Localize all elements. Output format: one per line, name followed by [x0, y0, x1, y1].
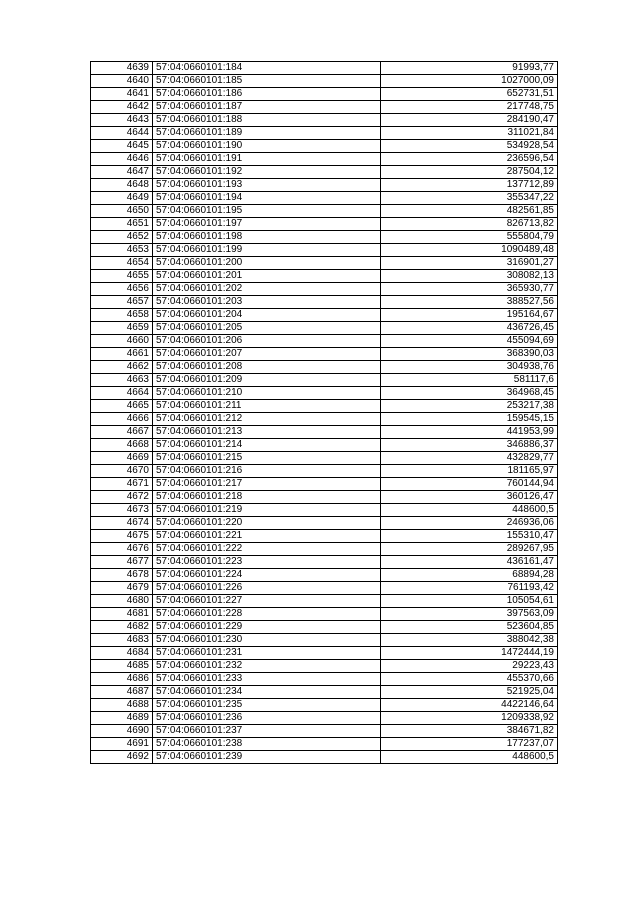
table-row	[91, 491, 558, 504]
table-row	[91, 543, 558, 556]
table-row	[91, 400, 558, 413]
table-row	[91, 257, 558, 270]
table-row	[91, 75, 558, 88]
value-cell: 217748,75	[381, 101, 558, 114]
cadastral-number-cell: 57:04:0660101:201	[153, 270, 381, 283]
cadastral-number-cell: 57:04:0660101:209	[153, 374, 381, 387]
table-row	[91, 660, 558, 673]
cadastral-number-cell: 57:04:0660101:192	[153, 166, 381, 179]
row-number-cell: 4673	[91, 504, 153, 517]
row-number-cell: 4677	[91, 556, 153, 569]
row-number-cell: 4661	[91, 348, 153, 361]
table-row	[91, 88, 558, 101]
cadastral-number-cell: 57:04:0660101:226	[153, 582, 381, 595]
cadastral-number-cell: 57:04:0660101:218	[153, 491, 381, 504]
value-cell: 384671,82	[381, 725, 558, 738]
cadastral-number-cell: 57:04:0660101:221	[153, 530, 381, 543]
row-number-cell: 4663	[91, 374, 153, 387]
cadastral-number-cell: 57:04:0660101:227	[153, 595, 381, 608]
value-cell: 455094,69	[381, 335, 558, 348]
row-number-cell: 4649	[91, 192, 153, 205]
table-row	[91, 751, 558, 764]
value-cell: 304938,76	[381, 361, 558, 374]
row-number-cell: 4669	[91, 452, 153, 465]
table-row	[91, 62, 558, 75]
table-row	[91, 335, 558, 348]
table-row	[91, 387, 558, 400]
table-row	[91, 556, 558, 569]
cadastral-number-cell: 57:04:0660101:234	[153, 686, 381, 699]
row-number-cell: 4639	[91, 62, 153, 75]
value-cell: 1472444,19	[381, 647, 558, 660]
row-number-cell: 4651	[91, 218, 153, 231]
row-number-cell: 4685	[91, 660, 153, 673]
cadastral-number-cell: 57:04:0660101:220	[153, 517, 381, 530]
row-number-cell: 4656	[91, 283, 153, 296]
value-cell: 195164,67	[381, 309, 558, 322]
table-row	[91, 699, 558, 712]
value-cell: 760144,94	[381, 478, 558, 491]
row-number-cell: 4648	[91, 179, 153, 192]
cadastral-number-cell: 57:04:0660101:198	[153, 231, 381, 244]
cadastral-number-cell: 57:04:0660101:208	[153, 361, 381, 374]
cadastral-number-cell: 57:04:0660101:237	[153, 725, 381, 738]
row-number-cell: 4647	[91, 166, 153, 179]
table-row	[91, 179, 558, 192]
cadastral-number-cell: 57:04:0660101:186	[153, 88, 381, 101]
value-cell: 521925,04	[381, 686, 558, 699]
cadastral-number-cell: 57:04:0660101:235	[153, 699, 381, 712]
cadastral-number-cell: 57:04:0660101:195	[153, 205, 381, 218]
table-row	[91, 582, 558, 595]
row-number-cell: 4674	[91, 517, 153, 530]
value-cell: 311021,84	[381, 127, 558, 140]
table-row	[91, 725, 558, 738]
cadastral-number-cell: 57:04:0660101:203	[153, 296, 381, 309]
row-number-cell: 4664	[91, 387, 153, 400]
cadastral-number-cell: 57:04:0660101:210	[153, 387, 381, 400]
table-row	[91, 413, 558, 426]
value-cell: 177237,07	[381, 738, 558, 751]
cadastral-number-cell: 57:04:0660101:190	[153, 140, 381, 153]
cadastral-number-cell: 57:04:0660101:199	[153, 244, 381, 257]
row-number-cell: 4662	[91, 361, 153, 374]
row-number-cell: 4644	[91, 127, 153, 140]
value-cell: 316901,27	[381, 257, 558, 270]
row-number-cell: 4646	[91, 153, 153, 166]
value-cell: 308082,13	[381, 270, 558, 283]
row-number-cell: 4680	[91, 595, 153, 608]
cadastral-number-cell: 57:04:0660101:215	[153, 452, 381, 465]
table-row	[91, 504, 558, 517]
cadastral-number-cell: 57:04:0660101:233	[153, 673, 381, 686]
cadastral-number-cell: 57:04:0660101:229	[153, 621, 381, 634]
cadastral-value-table	[90, 61, 558, 764]
table-row	[91, 361, 558, 374]
table-body	[91, 62, 558, 764]
cadastral-number-cell: 57:04:0660101:211	[153, 400, 381, 413]
table-row	[91, 439, 558, 452]
table-row	[91, 673, 558, 686]
value-cell: 181165,97	[381, 465, 558, 478]
cadastral-number-cell: 57:04:0660101:185	[153, 75, 381, 88]
table-row	[91, 218, 558, 231]
row-number-cell: 4665	[91, 400, 153, 413]
row-number-cell: 4668	[91, 439, 153, 452]
value-cell: 436161,47	[381, 556, 558, 569]
cadastral-number-cell: 57:04:0660101:231	[153, 647, 381, 660]
table-row	[91, 270, 558, 283]
cadastral-number-cell: 57:04:0660101:193	[153, 179, 381, 192]
cadastral-number-cell: 57:04:0660101:184	[153, 62, 381, 75]
table-row	[91, 634, 558, 647]
row-number-cell: 4660	[91, 335, 153, 348]
value-cell: 137712,89	[381, 179, 558, 192]
row-number-cell: 4652	[91, 231, 153, 244]
row-number-cell: 4666	[91, 413, 153, 426]
value-cell: 448600,5	[381, 504, 558, 517]
table-row	[91, 738, 558, 751]
value-cell: 436726,45	[381, 322, 558, 335]
table-row	[91, 530, 558, 543]
row-number-cell: 4670	[91, 465, 153, 478]
row-number-cell: 4643	[91, 114, 153, 127]
value-cell: 159545,15	[381, 413, 558, 426]
table-row	[91, 478, 558, 491]
table-row	[91, 205, 558, 218]
table-row	[91, 192, 558, 205]
table-row	[91, 101, 558, 114]
row-number-cell: 4641	[91, 88, 153, 101]
row-number-cell: 4657	[91, 296, 153, 309]
row-number-cell: 4687	[91, 686, 153, 699]
row-number-cell: 4679	[91, 582, 153, 595]
cadastral-number-cell: 57:04:0660101:212	[153, 413, 381, 426]
value-cell: 284190,47	[381, 114, 558, 127]
cadastral-number-cell: 57:04:0660101:194	[153, 192, 381, 205]
cadastral-number-cell: 57:04:0660101:217	[153, 478, 381, 491]
value-cell: 555804,79	[381, 231, 558, 244]
table-row	[91, 517, 558, 530]
cadastral-number-cell: 57:04:0660101:204	[153, 309, 381, 322]
cadastral-number-cell: 57:04:0660101:207	[153, 348, 381, 361]
table-row	[91, 166, 558, 179]
value-cell: 388042,38	[381, 634, 558, 647]
cadastral-number-cell: 57:04:0660101:200	[153, 257, 381, 270]
row-number-cell: 4688	[91, 699, 153, 712]
table-row	[91, 426, 558, 439]
cadastral-number-cell: 57:04:0660101:228	[153, 608, 381, 621]
row-number-cell: 4686	[91, 673, 153, 686]
row-number-cell: 4689	[91, 712, 153, 725]
row-number-cell: 4684	[91, 647, 153, 660]
row-number-cell: 4682	[91, 621, 153, 634]
value-cell: 289267,95	[381, 543, 558, 556]
value-cell: 68894,28	[381, 569, 558, 582]
row-number-cell: 4690	[91, 725, 153, 738]
table-row	[91, 569, 558, 582]
value-cell: 236596,54	[381, 153, 558, 166]
table-row	[91, 712, 558, 725]
cadastral-number-cell: 57:04:0660101:191	[153, 153, 381, 166]
row-number-cell: 4675	[91, 530, 153, 543]
value-cell: 1027000,09	[381, 75, 558, 88]
table-row	[91, 244, 558, 257]
value-cell: 364968,45	[381, 387, 558, 400]
row-number-cell: 4691	[91, 738, 153, 751]
value-cell: 365930,77	[381, 283, 558, 296]
cadastral-number-cell: 57:04:0660101:197	[153, 218, 381, 231]
row-number-cell: 4683	[91, 634, 153, 647]
cadastral-number-cell: 57:04:0660101:219	[153, 504, 381, 517]
row-number-cell: 4640	[91, 75, 153, 88]
row-number-cell: 4645	[91, 140, 153, 153]
cadastral-number-cell: 57:04:0660101:224	[153, 569, 381, 582]
value-cell: 388527,56	[381, 296, 558, 309]
value-cell: 253217,38	[381, 400, 558, 413]
table-row	[91, 595, 558, 608]
value-cell: 91993,77	[381, 62, 558, 75]
table-row	[91, 465, 558, 478]
cadastral-number-cell: 57:04:0660101:205	[153, 322, 381, 335]
value-cell: 581117,6	[381, 374, 558, 387]
table-row	[91, 127, 558, 140]
table-row	[91, 621, 558, 634]
row-number-cell: 4642	[91, 101, 153, 114]
value-cell: 448600,5	[381, 751, 558, 764]
cadastral-number-cell: 57:04:0660101:214	[153, 439, 381, 452]
cadastral-number-cell: 57:04:0660101:222	[153, 543, 381, 556]
value-cell: 826713,82	[381, 218, 558, 231]
row-number-cell: 4671	[91, 478, 153, 491]
value-cell: 1090489,48	[381, 244, 558, 257]
value-cell: 761193,42	[381, 582, 558, 595]
value-cell: 397563,09	[381, 608, 558, 621]
cadastral-number-cell: 57:04:0660101:202	[153, 283, 381, 296]
value-cell: 4422146,64	[381, 699, 558, 712]
row-number-cell: 4672	[91, 491, 153, 504]
cadastral-number-cell: 57:04:0660101:238	[153, 738, 381, 751]
value-cell: 523604,85	[381, 621, 558, 634]
table-row	[91, 374, 558, 387]
table-row	[91, 647, 558, 660]
row-number-cell: 4676	[91, 543, 153, 556]
table-row	[91, 114, 558, 127]
value-cell: 482561,85	[381, 205, 558, 218]
cadastral-number-cell: 57:04:0660101:213	[153, 426, 381, 439]
table-row	[91, 153, 558, 166]
value-cell: 652731,51	[381, 88, 558, 101]
value-cell: 155310,47	[381, 530, 558, 543]
value-cell: 441953,99	[381, 426, 558, 439]
cadastral-number-cell: 57:04:0660101:232	[153, 660, 381, 673]
table-row	[91, 322, 558, 335]
cadastral-number-cell: 57:04:0660101:239	[153, 751, 381, 764]
value-cell: 355347,22	[381, 192, 558, 205]
value-cell: 368390,03	[381, 348, 558, 361]
table-row	[91, 140, 558, 153]
cadastral-number-cell: 57:04:0660101:188	[153, 114, 381, 127]
value-cell: 246936,06	[381, 517, 558, 530]
row-number-cell: 4681	[91, 608, 153, 621]
cadastral-number-cell: 57:04:0660101:236	[153, 712, 381, 725]
table-row	[91, 608, 558, 621]
table-row	[91, 686, 558, 699]
table-row	[91, 452, 558, 465]
row-number-cell: 4655	[91, 270, 153, 283]
value-cell: 1209338,92	[381, 712, 558, 725]
table-row	[91, 231, 558, 244]
table-row	[91, 283, 558, 296]
cadastral-number-cell: 57:04:0660101:230	[153, 634, 381, 647]
row-number-cell: 4650	[91, 205, 153, 218]
row-number-cell: 4678	[91, 569, 153, 582]
cadastral-number-cell: 57:04:0660101:187	[153, 101, 381, 114]
cadastral-number-cell: 57:04:0660101:206	[153, 335, 381, 348]
table-row	[91, 296, 558, 309]
cadastral-number-cell: 57:04:0660101:189	[153, 127, 381, 140]
value-cell: 287504,12	[381, 166, 558, 179]
value-cell: 455370,66	[381, 673, 558, 686]
row-number-cell: 4653	[91, 244, 153, 257]
value-cell: 534928,54	[381, 140, 558, 153]
table-row	[91, 348, 558, 361]
row-number-cell: 4654	[91, 257, 153, 270]
value-cell: 360126,47	[381, 491, 558, 504]
row-number-cell: 4659	[91, 322, 153, 335]
value-cell: 105054,61	[381, 595, 558, 608]
cadastral-number-cell: 57:04:0660101:216	[153, 465, 381, 478]
table-row	[91, 309, 558, 322]
row-number-cell: 4692	[91, 751, 153, 764]
row-number-cell: 4667	[91, 426, 153, 439]
value-cell: 432829,77	[381, 452, 558, 465]
row-number-cell: 4658	[91, 309, 153, 322]
value-cell: 346886,37	[381, 439, 558, 452]
cadastral-number-cell: 57:04:0660101:223	[153, 556, 381, 569]
value-cell: 29223,43	[381, 660, 558, 673]
